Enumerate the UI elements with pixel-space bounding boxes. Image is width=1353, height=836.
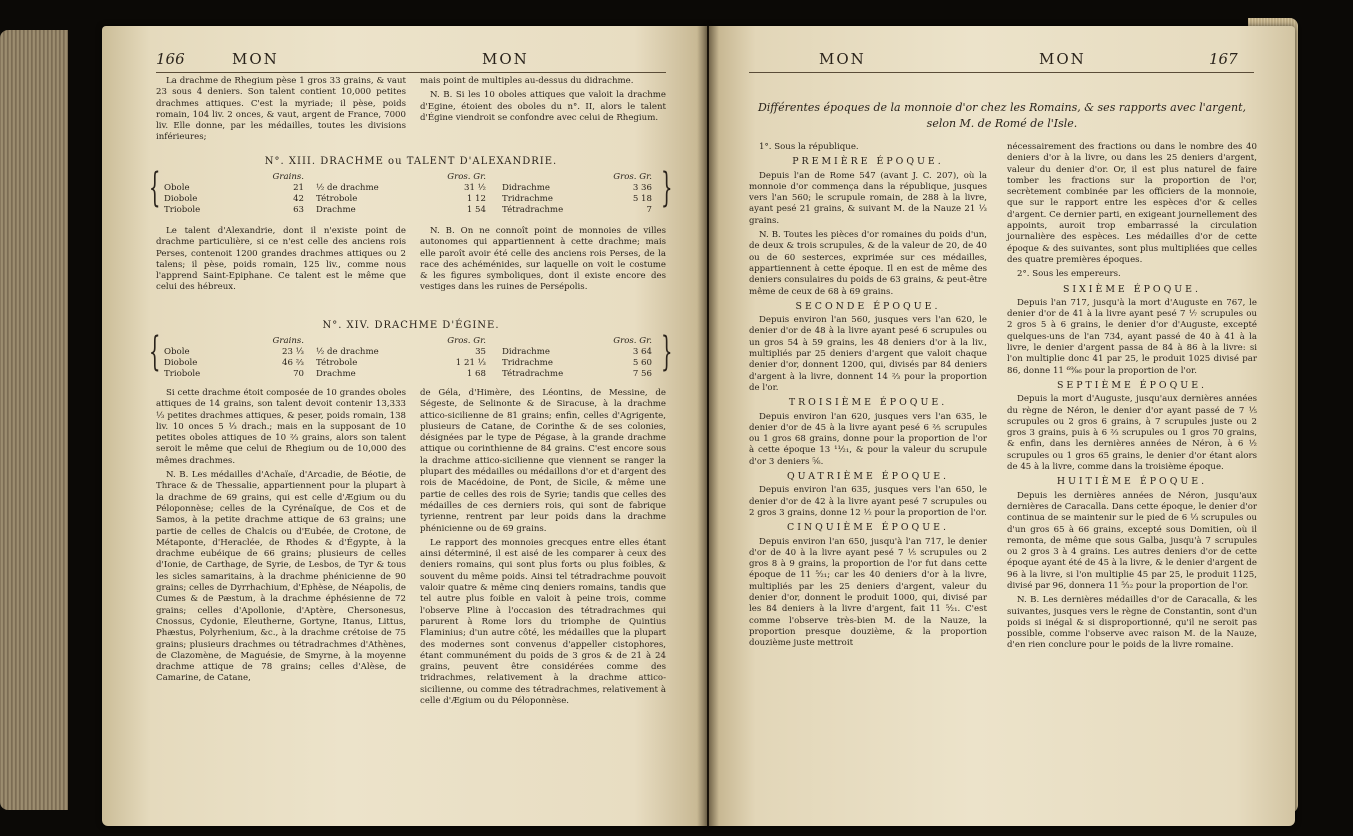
- epoch-heading: SEPTIÈME ÉPOQUE.: [1056, 379, 1208, 391]
- egine-column-1: Si cette drachme étoit composée de 10 grandes oboles attiques de 14 grains, son talent devoit contenir 13,333 ⅓ petites drachmes attiques, & peser, poids romain, 138 liv. 10 onces 5 ⅓ drach.; mais en la supposant de 10 petites oboles attiques de 10 ⅔ grains, alors son talent seroit le même que celui de Rhegium ou de 10,000 des mêmes drachmes. N. B. Les médailles d'Achaïe, d'Arcadie, de Béotie, de Thrace & de Thessalie, appartiennent pour la plupart à la drachme de 69 grains, qui est celle d'Ægium ou du Péloponnèse; celles de la Cyrénaïque, de Cos et de Samos, à la petite drachme attique de 63 grains; une partie de celles de Chalcis ou d'Eubée, de Crotone, de Métaponte, d'Heraclée, de Rhodes & d'Égypte, à la drachme eubéique de 66 grains; plusieurs de celles d'Ionie, de Carthage, de Syrie, de Lesbos, de Tyr & tous les sicles samaritains, à la drachme phénicienne de 90 grains; celles de Dyrrhachium, d'Ephèse, de Néapolis, de Cumes & de Pæstum, à la drachme éphésienne de 72 grains; celles d'Apollonie, d'Aptère, Chersonesus, Cnossus, Cydonie, Eleutherne, Gortyne, Itanus, Littus, Phæstus, Polyrhenium, &c., à la drachme crétoise de 75 grains; plusieurs drachmes ou tétradrachmes d'Athènes, de Clazomène, de Maguésie, de Smyrne, à la moyenne drachme attique de 78 grains; celles d'Alèse, de Camarine, de Catane,: [156, 388, 406, 684]
- header-rule: [749, 72, 1254, 73]
- intro-column-2: mais point de multiples au-dessus du didrachme. N. B. Si les 10 oboles attiques que valoit la drachme d'Egine, étoient des oboles du n°. II, alors le talent d'Égine viendroit se confondre avec celui de Rhegium.: [420, 76, 666, 123]
- left-running-head-2: MON: [482, 50, 529, 68]
- paragraph: Depuis les dernières années de Néron, jusqu'aux dernières de Caracalla. Dans cette époque, le denier d'or continua de se maintenir sur le pied de 6 ⅓ scrupules ou d'un gros 65 à 66 grains, excepté sous Domitien, où il remonta, de même que sous Galba, jusqu'à 7 scrupules ou 2 gros 3 à 4 grains. Les autres deniers d'or de cette époque ayant été de 45 à la livre, & le denier d'argent de 96 à la livre, si l'on multiplie 45 par 25, le produit 1125, divisé par 96, donnera 11 ⁵⁄₃₂ pour la proportion de l'or.: [1007, 490, 1257, 591]
- table-14-right: Gros. Gr. Didrachme 3 64 Tridrachme 5 60 Tétradrachme 7 56: [502, 336, 652, 379]
- right-running-head-2: MON: [1039, 50, 1086, 68]
- header-rule: [156, 72, 666, 73]
- section-14-title: N°. XIV. DRACHME D'ÉGINE.: [322, 320, 500, 331]
- table-row: ½ de drachme 31 ½: [316, 183, 486, 193]
- table-row: Diobole 42: [164, 194, 304, 204]
- paragraph: N. B. Toutes les pièces d'or romaines du poids d'un, de deux & trois scrupules, & de la valeur de 20, de 40 ou de 60 sesterces, exprimée sur ces médailles, appartiennent à cette époque. Il en est de même des deniers consulaires du poids de 63 grains, & peut-être même de ceux de 68 à 69 grains.: [749, 230, 987, 297]
- alexandrie-column-2: N. B. On ne connoît point de monnoies de villes autonomes qui appartiennent à cette drachme; mais elle paroît avoir été celle des anciens rois Perses, de la race des achéménides, sur laquelle on voit le costume & les figures symboliques, dont il existe encore des vestiges dans les ruines de Persépolis.: [420, 226, 666, 293]
- table-13-left: Grains. Obole 21 Diobole 42 Triobole 63: [164, 172, 304, 215]
- intro-column-1: La drachme de Rhegium pèse 1 gros 33 grains, & vaut 23 sous 4 deniers. Son talent contient 10,000 petites drachmes attiques. C'est la myriade; il pèse, poids romain, 104 liv. 2 onces, & vaut, argent de France, 7000 liv. Elle donne, par les médailles, toutes les divisions inférieures;: [156, 76, 406, 143]
- table-row: Tridrachme 5 18: [502, 194, 652, 204]
- table-row: Obole 21: [164, 183, 304, 193]
- table-row: Tétradrachme 7: [502, 205, 652, 215]
- paragraph: Depuis l'an 717, jusqu'à la mort d'Auguste en 767, le denier d'or de 41 à la livre ayant pesé 7 ⅐ scrupules ou 2 gros 5 à 6 grains, le denier d'or d'Auguste, excepté quelques-uns de l'an 734, ayant passé de 40 à 41 à la livre, le denier d'argent passa de 84 à 86 à la livre: si l'on multiplie donc 41 par 25, le produit 1025 divisé par 86, donne 11 ⁶⁹⁄₈₆ pour la proportion de l'or.: [1007, 297, 1257, 376]
- paragraph: Depuis l'an de Rome 547 (avant J. C. 207), où la monnoie d'or commença dans la république, jusques vers l'an 560; le scrupule romain, de 288 à la livre, ayant pesé 21 grains, & suivant M. de la Nauze 21 ⅓ grains.: [749, 170, 987, 226]
- egine-column-2: de Géla, d'Himère, des Léontins, de Messine, de Ségeste, de Selinonte & de Siracuse, à la drachme attico-sicilienne de 81 grains; enfin, celles d'Agrigente, plusieurs de Catane, de Corinthe & de ses colonies, désignées par le type de Pégase, à la grande drachme attique ou corinthienne de 84 grains. C'est encore sous la drachme attico-sicilienne que viennent se ranger la plupart des médailles ou médaillons d'or et d'argent des rois de Macédoine, de Pont, de Sicile, & même une partie de celles des rois de Syrie; tandis que celles des médailles de ces derniers rois, qui sont de fabrique tyrienne, rentrent par leur poids dans la drachme phénicienne ou de 69 grains. Le rapport des monnoies grecques entre elles étant ainsi déterminé, il est aisé de les comparer à ceux des deniers romains, qui sont plus forts ou plus foibles, & souvent du même poids. Ainsi tel tétradrachme pouvoit valoir quatre & même cinq deniers romains, tandis que tel autre plus foible en valoit à peine trois, comme l'observe Pline à l'occasion des tétradrachmes qui parurent à Rome lors du triomphe de Quintius Flaminius; d'un autre côté, les médailles que la plupart des modernes sont convenus d'appeller cistophores, étant communément du poids de 3 gros & de 21 à 24 grains, peuvent être considérées comme des tridrachmes, relativement à la drachme attico-sicilienne, ou comme des tétradrachmes, relativement à celle d'Ægium ou du Péloponnèse.: [420, 388, 666, 707]
- right-column-2: [1007, 142, 1257, 655]
- page-title: Différentes époques de la monnoie d'or chez les Romains, & ses rapports avec l'argent, selon M. de Romé de l'Isle.: [757, 101, 1247, 130]
- table-row: Didrachme 3 36: [502, 183, 652, 193]
- right-page-number: 167: [1209, 50, 1238, 68]
- brace-right: }: [660, 329, 673, 375]
- paragraph: Depuis environ l'an 560, jusques vers l'an 620, le denier d'or de 48 à la livre ayant pesé 6 scrupules ou un gros 54 à 59 grains, les 48 deniers d'or à la liv., multipliés par 25 deniers d'argent que valoit chaque denier d'or, donnent 1200, qui, divisés par 84 deniers d'argent à la livre, donnent 14 ⅔ pour la proportion de l'or.: [749, 315, 987, 393]
- table-14-left: Grains. Obole 23 ⅓ Diobole 46 ⅔ Triobole 70: [164, 336, 304, 379]
- section-13-title: N°. XIII. DRACHME ou TALENT D'ALEXANDRIE.: [264, 156, 558, 167]
- table-13-middle: Gros. Gr. ½ de drachme 31 ½ Tétrobole 1 12 Drachme 1 54: [316, 172, 486, 215]
- epoch-heading: QUATRIÈME ÉPOQUE.: [786, 471, 950, 483]
- left-page-number: 166: [156, 50, 185, 68]
- paragraph: Depuis la mort d'Auguste, jusqu'aux dernières années du règne de Néron, le denier d'or ayant passé de 7 ⅕ scrupules ou 2 gros 6 grains, à 7 scrupules juste ou 2 gros 3 grains, puis à 6 ⅔ scrupules ou 1 gros 70 grains, & enfin, dans les dernières années de Néron, à 6 ½ scrupules ou 1 gros 65 grains, le denier d'or étant alors de 45 à la livre, comme dans la troisième époque.: [1007, 394, 1257, 473]
- table-row: Diobole 46 ⅔: [164, 358, 304, 368]
- table-row: Drachme 1 54: [316, 205, 486, 215]
- paragraph: Depuis environ l'an 635, jusques vers l'an 650, le denier d'or de 42 à la livre ayant pesé 7 scrupules ou 2 gros 3 grains, donne 12 ½ pour la proportion de l'or.: [749, 485, 987, 518]
- paragraph: Depuis environ l'an 620, jusques vers l'an 635, le denier d'or de 45 à la livre ayant pesé 6 ⅖ scrupules ou 1 gros 68 grains, donne pour la proportion de l'or à cette époque 13 ¹¹⁄₂₁, & pour la valeur du scrupule d'or 3 deniers ⅚.: [749, 411, 987, 467]
- paragraph: 1°. Sous la république.: [759, 142, 859, 152]
- epoch-heading: PREMIÈRE ÉPOQUE.: [792, 156, 944, 168]
- table-row: Tridrachme 5 60: [502, 358, 652, 368]
- table-row: Didrachme 3 64: [502, 347, 652, 357]
- table-row: Obole 23 ⅓: [164, 347, 304, 357]
- left-running-head-1: MON: [232, 50, 279, 68]
- brace-left: {: [148, 165, 161, 211]
- epoch-heading: CINQUIÈME ÉPOQUE.: [787, 522, 949, 534]
- table-row: ½ de drachme 35: [316, 347, 486, 357]
- table-row: Tétrobole 1 21 ⅓: [316, 358, 486, 368]
- table-row: Drachme 1 68: [316, 369, 486, 379]
- right-page: [709, 26, 1295, 826]
- epoch-heading: SIXIÈME ÉPOQUE.: [1062, 283, 1202, 295]
- table-row: Triobole 63: [164, 205, 304, 215]
- table-row: Triobole 70: [164, 369, 304, 379]
- table-row: Tétradrachme 7 56: [502, 369, 652, 379]
- epoch-heading: HUITIÈME ÉPOQUE.: [1056, 476, 1208, 488]
- table-13-right: Gros. Gr. Didrachme 3 36 Tridrachme 5 18 Tétradrachme 7: [502, 172, 652, 215]
- paragraph: 2°. Sous les empereurs.: [1017, 269, 1121, 280]
- book-spread: [42, 14, 1338, 828]
- book-gutter: [697, 26, 719, 826]
- epoch-heading: SECONDE ÉPOQUE.: [795, 300, 941, 312]
- brace-left: {: [148, 329, 161, 375]
- table-14-middle: Gros. Gr. ½ de drachme 35 Tétrobole 1 21 ⅓ Drachme 1 68: [316, 336, 486, 379]
- paragraph: N. B. Les dernières médailles d'or de Caracalla, & les suivantes, jusques vers le règne de Constantin, sont d'un poids si inégal & si disproportionné, qu'il ne seroit pas possible, comme l'observe avec raison M. de la Nauze, d'en rien conclure pour le poids de la livre romaine.: [1007, 595, 1257, 651]
- table-row: Tétrobole 1 12: [316, 194, 486, 204]
- left-page: [102, 26, 707, 826]
- paragraph: Depuis environ l'an 650, jusqu'à l'an 717, le denier d'or de 40 à la livre ayant pesé 7 ⅕ scrupules ou 2 gros 8 à 9 grains, la proportion de l'or fut dans cette époque de 11 ⁵⁄₂₁; car les 40 deniers d'or à la livre, multipliés par les 25 deniers d'argent, valeur du denier d'or, donnent le produit 1000, qui, divisé par les 84 deniers à la livre d'argent, fait 11 ⁵⁄₂₁. C'est comme l'observe très-bien M. de la Nauze, la proportion presque douzième, & la proportion douzième juste mettroit: [749, 536, 987, 649]
- alexandrie-column-1: Le talent d'Alexandrie, dont il n'existe point de drachme particulière, si ce n'est celle des anciens rois Perses, contenoit 1200 grandes drachmes attiques ou 2 talens; il pèse, poids romain, 125 liv., comme nous l'apprend Saint-Epiphane. Ce talent est le même que celui des hébreux.: [156, 226, 406, 293]
- brace-right: }: [660, 165, 673, 211]
- right-running-head-1: MON: [819, 50, 866, 68]
- paragraph: nécessairement des fractions ou dans le nombre des 40 deniers d'or à la livre, ou dans les 25 deniers d'argent, valeur du denier d'or. Or, il est plus naturel de faire tomber les fractions sur la proportion de l'or, secrètement combinée par les officiers de la monnoie, que sur le rapport entre les espèces d'or & celles d'argent. Ce dernier parti, en exigeant journellement des appoints, auroit trop embarrassé la circulation journalière des espèces. Les médailles d'or de cette époque & des suivantes, sont plus multipliées que celles des quatre premières époques.: [1007, 142, 1257, 265]
- right-column-1: [749, 142, 987, 652]
- epoch-heading: TROISIÈME ÉPOQUE.: [788, 397, 948, 409]
